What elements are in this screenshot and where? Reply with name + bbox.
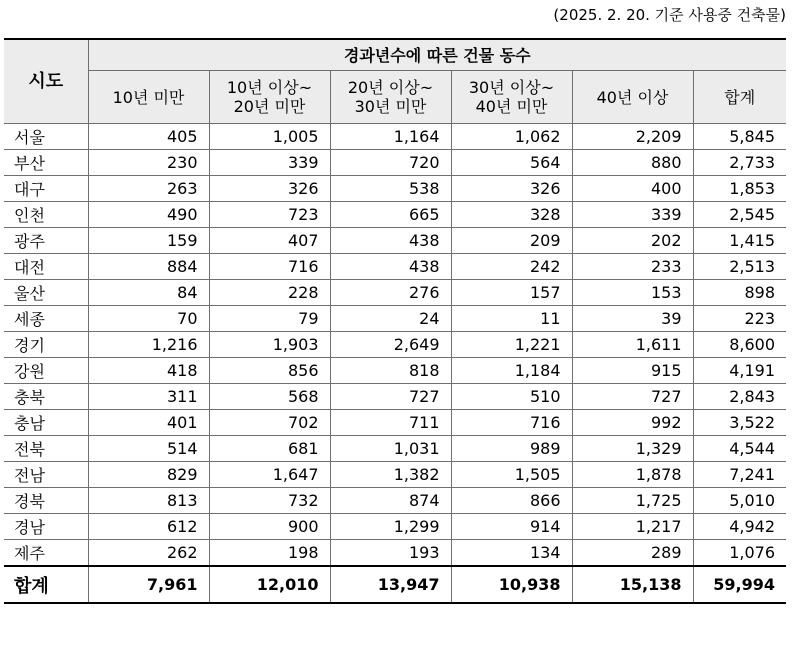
table-row	[4, 124, 786, 150]
value-cell: 2,209	[572, 124, 693, 150]
region-cell: 합계	[4, 566, 88, 603]
table-row	[4, 488, 786, 514]
value-cell: 70	[88, 306, 209, 332]
value-cell: 326	[209, 176, 330, 202]
value-cell: 84	[88, 280, 209, 306]
value-cell: 198	[209, 540, 330, 567]
value-cell: 418	[88, 358, 209, 384]
value-cell: 884	[88, 254, 209, 280]
value-cell: 230	[88, 150, 209, 176]
value-cell: 209	[451, 228, 572, 254]
value-cell: 8,600	[693, 332, 786, 358]
value-cell: 856	[209, 358, 330, 384]
column-header	[209, 71, 330, 124]
value-cell: 538	[330, 176, 451, 202]
region-cell: 부산	[4, 150, 88, 176]
value-cell: 134	[451, 540, 572, 567]
table-row	[4, 514, 786, 540]
region-cell: 울산	[4, 280, 88, 306]
value-cell: 1,299	[330, 514, 451, 540]
value-cell: 727	[572, 384, 693, 410]
header-sido: 시도	[4, 39, 88, 124]
value-cell: 328	[451, 202, 572, 228]
region-cell: 전북	[4, 436, 88, 462]
value-cell: 866	[451, 488, 572, 514]
column-header	[330, 71, 451, 124]
value-cell: 438	[330, 228, 451, 254]
column-header-line: 40년 미만	[475, 97, 548, 116]
value-cell: 727	[330, 384, 451, 410]
table-row	[4, 332, 786, 358]
value-cell: 829	[88, 462, 209, 488]
table-row	[4, 410, 786, 436]
region-cell: 경북	[4, 488, 88, 514]
header-group: 경과년수에 따른 건물 동수	[88, 39, 786, 71]
region-cell: 충북	[4, 384, 88, 410]
column-header	[572, 71, 693, 124]
value-cell: 339	[209, 150, 330, 176]
value-cell: 1,062	[451, 124, 572, 150]
table-row	[4, 228, 786, 254]
value-cell: 880	[572, 150, 693, 176]
value-cell: 702	[209, 410, 330, 436]
table-row	[4, 358, 786, 384]
value-cell: 564	[451, 150, 572, 176]
value-cell: 407	[209, 228, 330, 254]
value-cell: 716	[209, 254, 330, 280]
column-header-line: 합계	[724, 87, 756, 107]
value-cell: 39	[572, 306, 693, 332]
value-cell: 311	[88, 384, 209, 410]
value-cell: 263	[88, 176, 209, 202]
value-cell: 2,733	[693, 150, 786, 176]
value-cell: 898	[693, 280, 786, 306]
table-row	[4, 384, 786, 410]
value-cell: 5,010	[693, 488, 786, 514]
region-cell: 충남	[4, 410, 88, 436]
region-cell: 인천	[4, 202, 88, 228]
region-cell: 세종	[4, 306, 88, 332]
column-header-line: 30년 이상~	[468, 78, 555, 97]
value-cell: 289	[572, 540, 693, 567]
value-cell: 228	[209, 280, 330, 306]
value-cell: 15,138	[572, 566, 693, 603]
table-row	[4, 540, 786, 567]
table-row	[4, 176, 786, 202]
value-cell: 4,942	[693, 514, 786, 540]
value-cell: 242	[451, 254, 572, 280]
column-header-line: 30년 미만	[354, 97, 427, 116]
value-cell: 874	[330, 488, 451, 514]
value-cell: 1,221	[451, 332, 572, 358]
value-cell: 79	[209, 306, 330, 332]
value-cell: 157	[451, 280, 572, 306]
value-cell: 992	[572, 410, 693, 436]
value-cell: 401	[88, 410, 209, 436]
value-cell: 11	[451, 306, 572, 332]
value-cell: 7,241	[693, 462, 786, 488]
value-cell: 153	[572, 280, 693, 306]
region-cell: 광주	[4, 228, 88, 254]
value-cell: 1,217	[572, 514, 693, 540]
value-cell: 405	[88, 124, 209, 150]
value-cell: 3,522	[693, 410, 786, 436]
table-row	[4, 254, 786, 280]
value-cell: 10,938	[451, 566, 572, 603]
value-cell: 915	[572, 358, 693, 384]
table-row	[4, 202, 786, 228]
value-cell: 438	[330, 254, 451, 280]
value-cell: 193	[330, 540, 451, 567]
value-cell: 202	[572, 228, 693, 254]
value-cell: 711	[330, 410, 451, 436]
value-cell: 665	[330, 202, 451, 228]
region-cell: 대구	[4, 176, 88, 202]
value-cell: 4,191	[693, 358, 786, 384]
column-header-line: 40년 이상	[596, 87, 669, 107]
value-cell: 2,649	[330, 332, 451, 358]
value-cell: 339	[572, 202, 693, 228]
value-cell: 1,164	[330, 124, 451, 150]
value-cell: 490	[88, 202, 209, 228]
value-cell: 159	[88, 228, 209, 254]
column-header-line: 20년 이상~	[347, 78, 434, 97]
value-cell: 2,545	[693, 202, 786, 228]
value-cell: 276	[330, 280, 451, 306]
table-row	[4, 150, 786, 176]
value-cell: 1,031	[330, 436, 451, 462]
value-cell: 1,725	[572, 488, 693, 514]
value-cell: 233	[572, 254, 693, 280]
value-cell: 7,961	[88, 566, 209, 603]
value-cell: 1,076	[693, 540, 786, 567]
value-cell: 1,611	[572, 332, 693, 358]
value-cell: 514	[88, 436, 209, 462]
value-cell: 716	[451, 410, 572, 436]
value-cell: 568	[209, 384, 330, 410]
region-cell: 전남	[4, 462, 88, 488]
value-cell: 510	[451, 384, 572, 410]
value-cell: 24	[330, 306, 451, 332]
value-cell: 813	[88, 488, 209, 514]
value-cell: 1,005	[209, 124, 330, 150]
region-cell: 강원	[4, 358, 88, 384]
value-cell: 400	[572, 176, 693, 202]
value-cell: 12,010	[209, 566, 330, 603]
value-cell: 326	[451, 176, 572, 202]
column-header-line: 10년 미만	[112, 87, 185, 107]
total-row	[4, 566, 786, 603]
value-cell: 612	[88, 514, 209, 540]
building-age-table	[4, 38, 786, 604]
value-cell: 1,505	[451, 462, 572, 488]
table-row	[4, 280, 786, 306]
value-cell: 4,544	[693, 436, 786, 462]
value-cell: 1,216	[88, 332, 209, 358]
value-cell: 223	[693, 306, 786, 332]
region-cell: 서울	[4, 124, 88, 150]
value-cell: 13,947	[330, 566, 451, 603]
column-header	[451, 71, 572, 124]
column-header-line: 10년 이상~	[226, 78, 313, 97]
table-row	[4, 436, 786, 462]
value-cell: 900	[209, 514, 330, 540]
value-cell: 2,513	[693, 254, 786, 280]
value-cell: 818	[330, 358, 451, 384]
value-cell: 1,853	[693, 176, 786, 202]
value-cell: 989	[451, 436, 572, 462]
value-cell: 681	[209, 436, 330, 462]
value-cell: 2,843	[693, 384, 786, 410]
table-row	[4, 462, 786, 488]
value-cell: 1,878	[572, 462, 693, 488]
value-cell: 914	[451, 514, 572, 540]
value-cell: 59,994	[693, 566, 786, 603]
reference-date-note: (2025. 2. 20. 기준 사용중 건축물)	[553, 6, 786, 24]
value-cell: 723	[209, 202, 330, 228]
value-cell: 1,382	[330, 462, 451, 488]
value-cell: 720	[330, 150, 451, 176]
value-cell: 5,845	[693, 124, 786, 150]
region-cell: 경남	[4, 514, 88, 540]
region-cell: 대전	[4, 254, 88, 280]
column-header	[88, 71, 209, 124]
table-row	[4, 306, 786, 332]
column-header	[693, 71, 786, 124]
value-cell: 1,903	[209, 332, 330, 358]
value-cell: 262	[88, 540, 209, 567]
value-cell: 1,184	[451, 358, 572, 384]
region-cell: 제주	[4, 540, 88, 567]
value-cell: 1,415	[693, 228, 786, 254]
column-header-line: 20년 미만	[233, 97, 306, 116]
value-cell: 1,329	[572, 436, 693, 462]
value-cell: 1,647	[209, 462, 330, 488]
region-cell: 경기	[4, 332, 88, 358]
value-cell: 732	[209, 488, 330, 514]
